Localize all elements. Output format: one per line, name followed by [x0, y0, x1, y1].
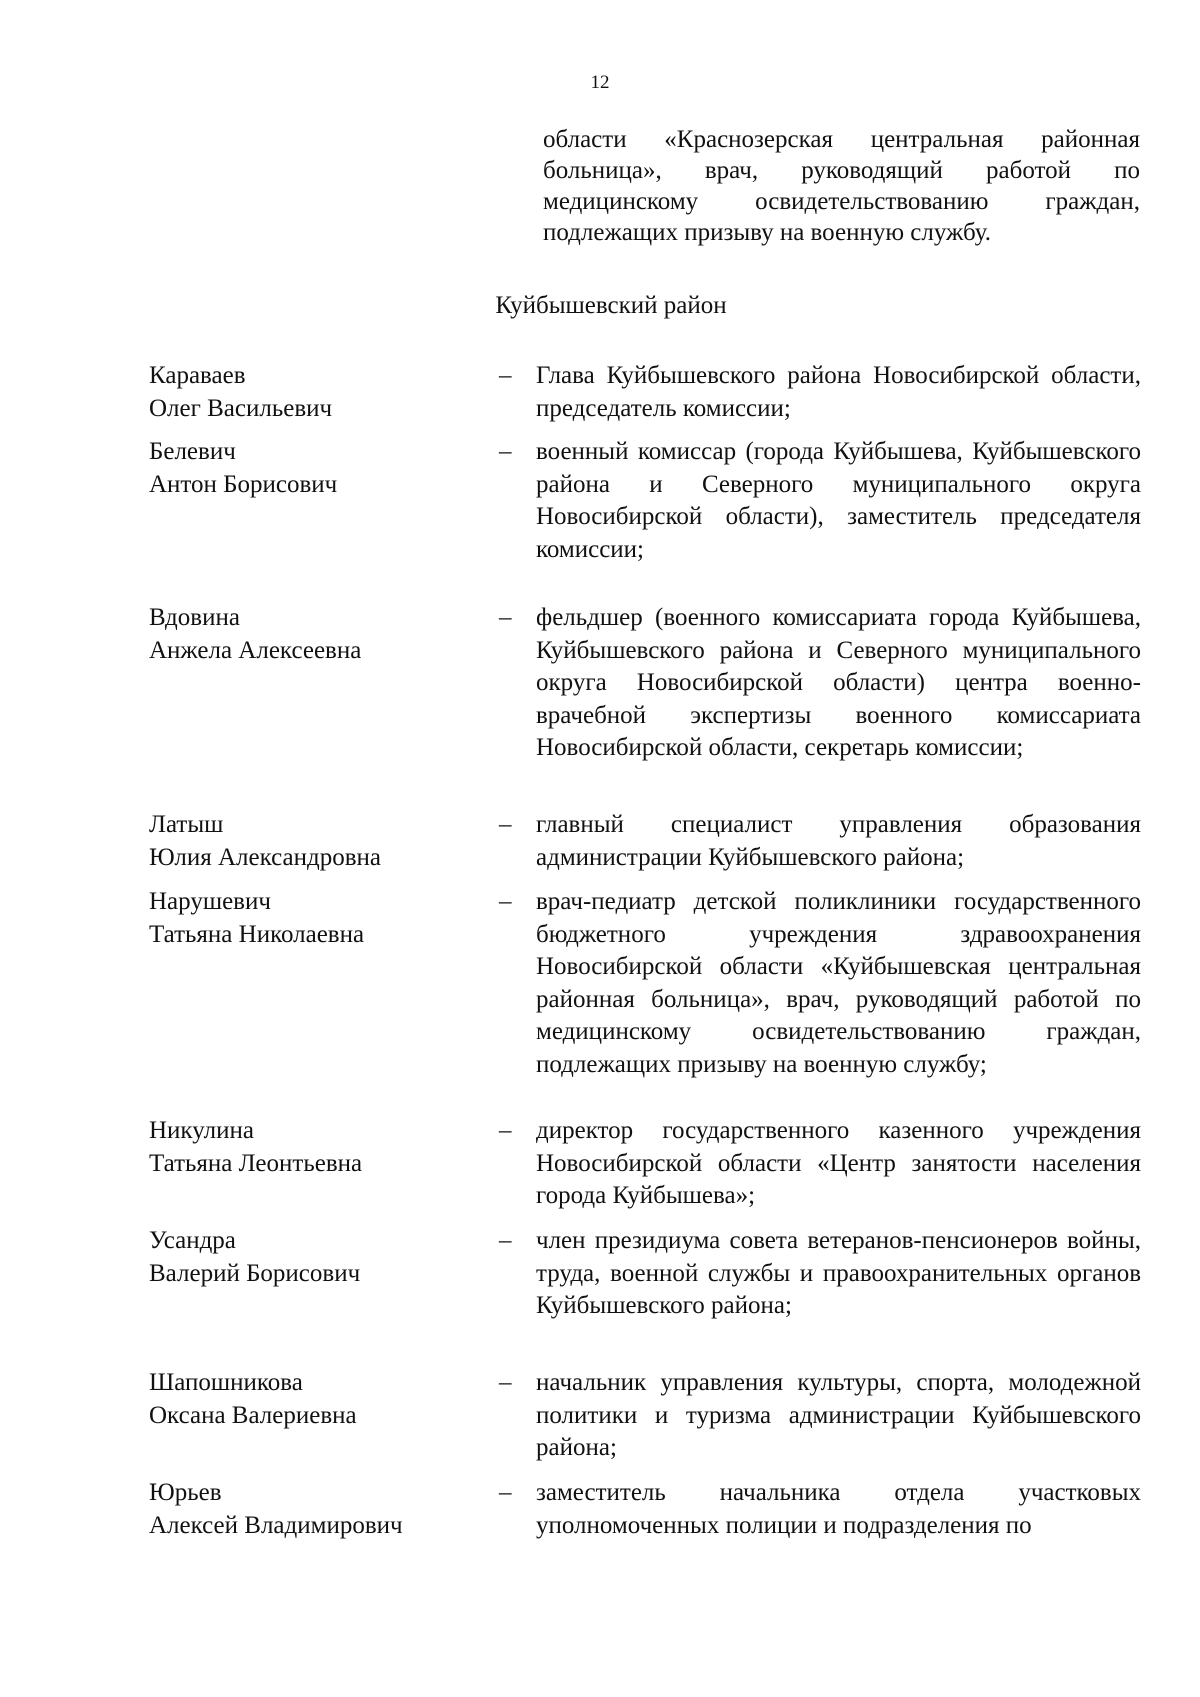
- member-dash: –: [499, 811, 512, 838]
- member-dash: –: [499, 1117, 512, 1144]
- member-given-names: Валерий Борисович: [149, 1259, 361, 1287]
- member-given-names: Оксана Валериевна: [149, 1401, 357, 1429]
- member-dash: –: [499, 1227, 512, 1254]
- member-given-names: Антон Борисович: [149, 470, 338, 498]
- member-name: [149, 436, 479, 501]
- member-dash: –: [499, 438, 512, 465]
- member-dash: –: [499, 604, 512, 631]
- member-surname: Караваев: [149, 362, 246, 389]
- member-name: [149, 360, 479, 425]
- member-surname: Нарушевич: [149, 888, 271, 915]
- member-name: [149, 602, 479, 667]
- member-surname: Латыш: [149, 811, 224, 838]
- member-dash: –: [499, 1479, 512, 1506]
- member-given-names: Татьяна Николаевна: [149, 920, 365, 948]
- member-given-names: Алексей Владимирович: [149, 1511, 403, 1539]
- member-name: [149, 809, 479, 874]
- district-heading: Куйбышевский район: [495, 292, 727, 319]
- member-surname: Белевич: [149, 438, 236, 465]
- member-position: начальник управления культуры, спорта, молодежной политики и туризма администрации Куйбышевского района;: [536, 1369, 1141, 1461]
- member-given-names: Татьяна Леонтьевна: [149, 1149, 363, 1177]
- member-dash: –: [499, 888, 512, 915]
- member-name: [149, 1115, 479, 1180]
- member-given-names: Анжела Алексеевна: [149, 636, 362, 664]
- member-dash: –: [499, 362, 512, 389]
- member-position: Глава Куйбышевского района Новосибирской области, председатель комиссии;: [536, 362, 1141, 422]
- member-dash: –: [499, 1369, 512, 1396]
- member-position: фельдшер (военного комиссариата города Куйбышева, Куйбышевского района и Северного муниципального округа Новосибирской области) центра военно-врачебной экспертизы военного комиссариата Новосибирской области, секретарь комиссии;: [536, 604, 1141, 761]
- member-surname: Юрьев: [149, 1479, 222, 1506]
- member-name: [149, 1225, 479, 1290]
- member-surname: Вдовина: [149, 604, 240, 631]
- member-position: член президиума совета ветеранов-пенсионеров войны, труда, военной службы и правоохранительных органов Куйбышевского района;: [536, 1227, 1141, 1319]
- member-given-names: Юлия Александровна: [149, 843, 381, 871]
- member-given-names: Олег Васильевич: [149, 394, 333, 422]
- member-position: директор государственного казенного учреждения Новосибирской области «Центр занятости населения города Куйбышева»;: [536, 1117, 1141, 1209]
- continuation-paragraph: области «Краснозерская центральная районная больница», врач, руководящий работой по медицинскому освидетельствованию граждан, подлежащих призыву на военную службу.: [543, 126, 1140, 246]
- member-name: [149, 1367, 479, 1432]
- member-name: [149, 886, 479, 951]
- member-position: заместитель начальника отдела участковых уполномоченных полиции и подразделения по: [536, 1479, 1141, 1539]
- member-surname: Никулина: [149, 1117, 254, 1144]
- member-position: врач-педиатр детской поликлиники государственного бюджетного учреждения здравоохранения Новосибирской области «Куйбышевская центральная районная больница», врач, руководящий работой по медицинскому освидетельствованию граждан, подлежащих призыву на военную службу;: [536, 888, 1141, 1078]
- member-surname: Шапошникова: [149, 1369, 303, 1396]
- member-position: главный специалист управления образования администрации Куйбышевского района;: [536, 811, 1141, 871]
- member-position: военный комиссар (города Куйбышева, Куйбышевского района и Северного муниципального округа Новосибирской области), заместитель председателя комиссии;: [536, 438, 1141, 563]
- member-surname: Усандра: [149, 1227, 236, 1254]
- page-number: 12: [590, 72, 610, 93]
- member-name: [149, 1477, 479, 1542]
